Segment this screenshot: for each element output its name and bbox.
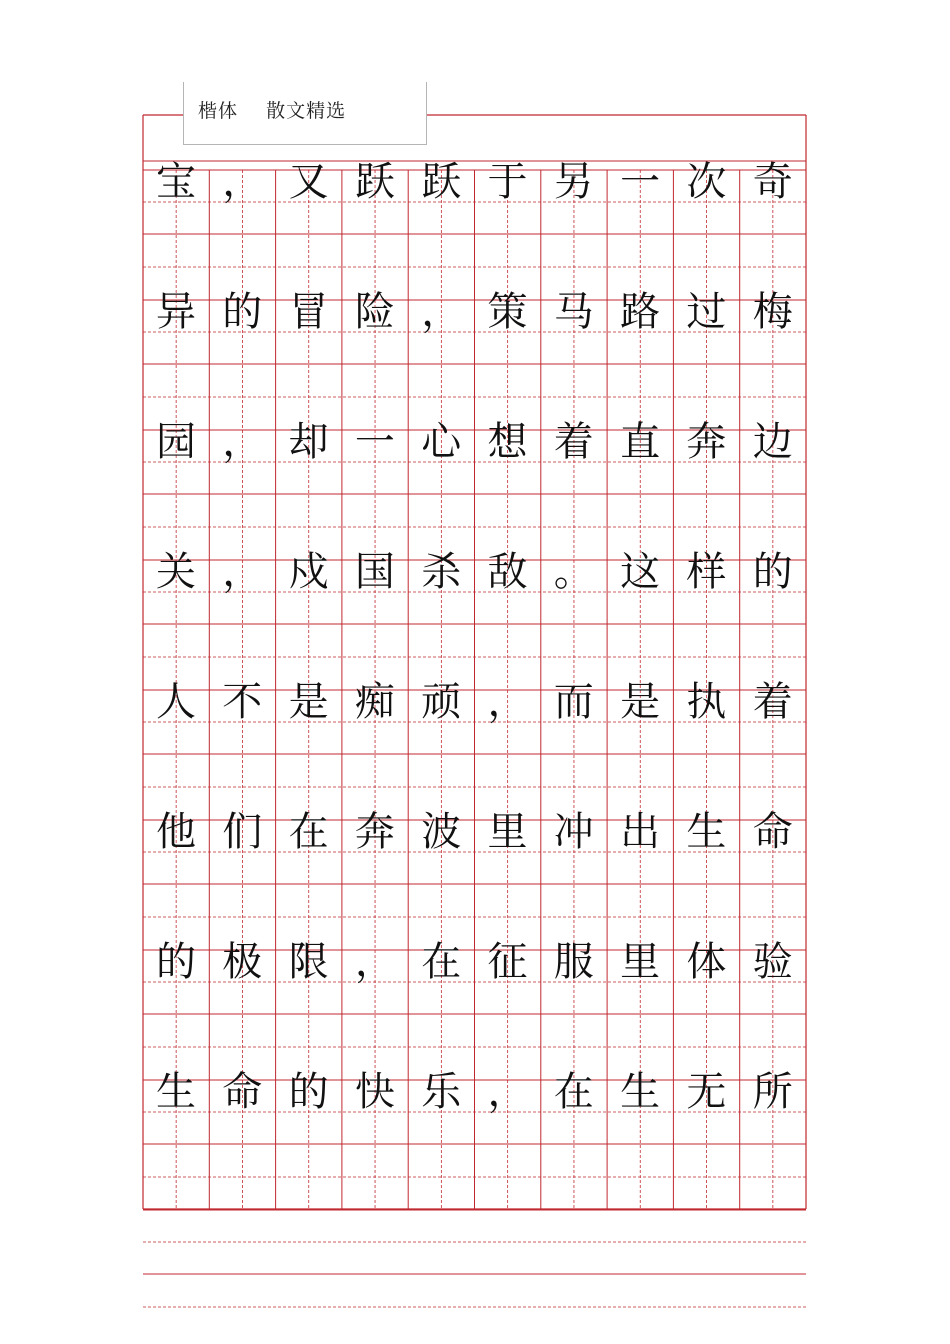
grid-character: 着 (553, 419, 594, 465)
grid-character: 过 (686, 289, 727, 335)
grid-character: 是 (288, 679, 329, 725)
grid-character: ， (354, 939, 395, 985)
grid-character: 快 (354, 1069, 395, 1115)
grid-character: 又 (288, 159, 329, 205)
grid-character: 里 (487, 809, 528, 855)
grid-character: 顽 (421, 679, 462, 725)
grid-character: 奔 (686, 419, 727, 465)
grid-character: 。 (553, 549, 594, 595)
grid-character: ， (487, 679, 528, 725)
grid-character: 这 (620, 549, 661, 595)
grid-character: 样 (686, 549, 727, 595)
grid-character: 限 (288, 939, 329, 985)
grid-character: 梅 (752, 289, 793, 335)
grid-character: 生 (686, 809, 727, 855)
grid-character: ， (421, 289, 462, 335)
grid-character: 的 (288, 1069, 329, 1115)
grid-character: 跃 (421, 159, 462, 205)
grid-character: 极 (222, 939, 263, 985)
grid-character: 险 (354, 289, 395, 335)
grid-character: 于 (487, 159, 528, 205)
grid-character: 国 (354, 549, 395, 595)
grid-character: 关 (156, 549, 196, 595)
grid-character: 异 (156, 289, 196, 335)
grid-character: 命 (222, 1069, 263, 1115)
grid-character: 次 (686, 159, 727, 205)
grid-character: 的 (156, 939, 196, 985)
grid-character: 边 (752, 419, 793, 465)
grid-character: 在 (288, 809, 329, 855)
grid-character: 服 (553, 939, 594, 985)
grid-character: 另 (553, 159, 594, 205)
grid-character: 乐 (421, 1069, 462, 1115)
grid-character: 在 (553, 1069, 594, 1115)
grid-character: 出 (620, 809, 661, 855)
grid-character: 一 (354, 419, 395, 465)
grid-character: 杀 (421, 549, 462, 595)
grid-character: 奔 (354, 809, 395, 855)
grid-character: 奇 (752, 159, 793, 205)
grid-character: 路 (620, 289, 661, 335)
grid-character: 戍 (288, 549, 329, 595)
grid-character: 不 (222, 679, 263, 725)
grid-character: 的 (222, 289, 263, 335)
grid-character: 直 (620, 419, 661, 465)
grid-character: 里 (620, 939, 661, 985)
grid-character: 冲 (553, 809, 594, 855)
grid-character: ， (222, 159, 263, 205)
grid-character: 冒 (288, 289, 329, 335)
grid-character: ， (222, 549, 263, 595)
grid-character: 命 (752, 809, 793, 855)
grid-character: 想 (487, 419, 528, 465)
grid-character: 宝 (156, 159, 196, 205)
grid-character: 跃 (354, 159, 395, 205)
grid-character: ， (222, 419, 263, 465)
grid-character: 却 (288, 419, 329, 465)
grid-character: 心 (421, 419, 462, 465)
grid-character: 所 (752, 1069, 793, 1115)
grid-character: 痴 (354, 679, 395, 725)
grid-character: 验 (752, 939, 793, 985)
grid-character: 的 (752, 549, 793, 595)
grid-character: 一 (620, 159, 661, 205)
grid-character: 波 (421, 809, 462, 855)
grid-character: 无 (686, 1069, 727, 1115)
grid-character: 征 (487, 939, 528, 985)
grid-character: 而 (553, 679, 594, 725)
grid-character: 生 (156, 1069, 196, 1115)
header-tab-label: 楷体 散文精选 (198, 100, 347, 122)
grid-character: 在 (421, 939, 462, 985)
grid-character: 体 (686, 939, 727, 985)
grid-character: ， (487, 1069, 528, 1115)
header-tab (183, 82, 427, 145)
grid-character: 敌 (487, 549, 528, 595)
grid-character: 人 (156, 679, 196, 725)
grid-character: 园 (156, 419, 196, 465)
grid-character: 策 (487, 289, 528, 335)
grid-character: 他 (156, 809, 196, 855)
grid-character: 执 (686, 679, 727, 725)
grid-character: 着 (752, 679, 793, 725)
grid-character: 马 (553, 289, 594, 335)
grid-character: 们 (222, 809, 263, 855)
grid-character: 生 (620, 1069, 661, 1115)
grid-character: 是 (620, 679, 661, 725)
